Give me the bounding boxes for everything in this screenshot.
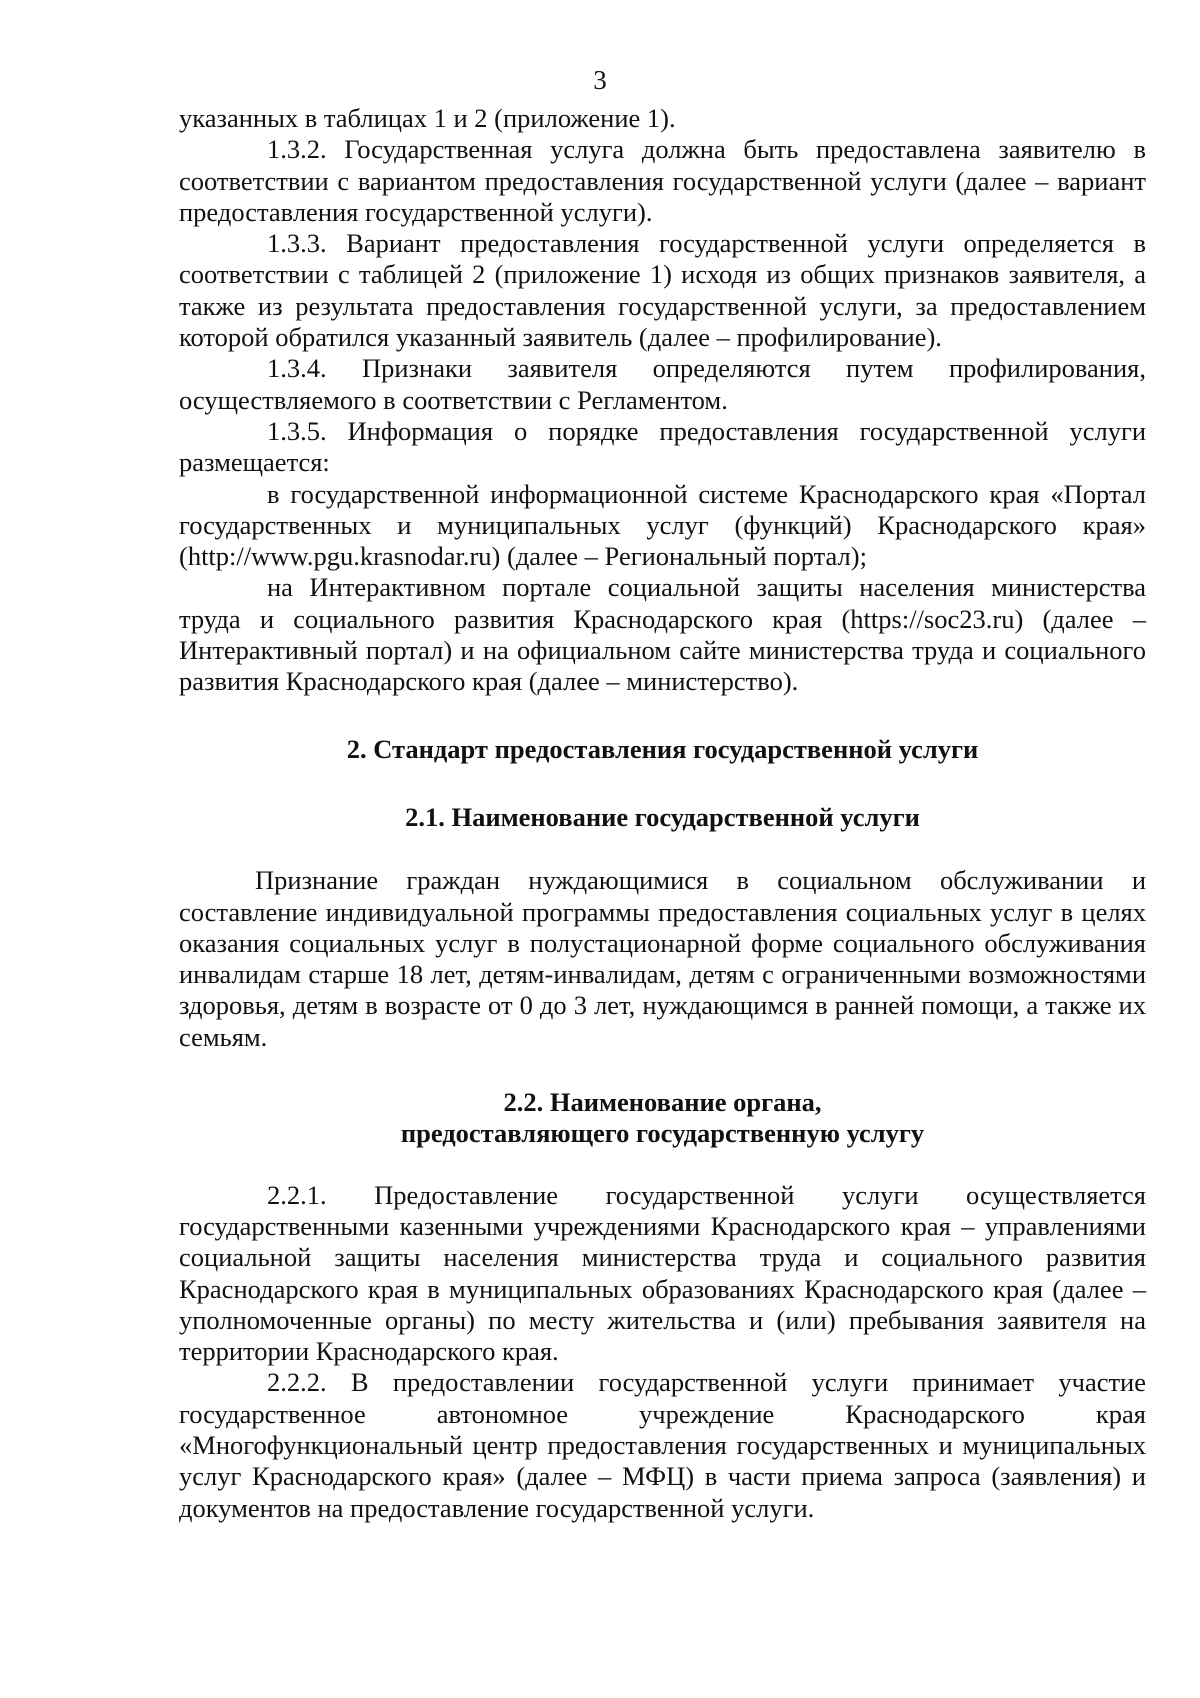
paragraph-1-3-5-interactive-portal: на Интерактивном портале социальной защиты населения министерства труда и социального развития Краснодарского края (https://soc23.ru) (далее – Интерактивный портал) и на официальном сайте министерства труда и социального развития Краснодарского края (далее – министерство). [179,572,1146,697]
document-body [179,103,1146,1524]
paragraph-1-3-5: 1.3.5. Информация о порядке предоставления государственной услуги размещается: [179,415,1146,478]
paragraph-1-3-2: 1.3.2. Государственная услуга должна быть предоставлена заявителю в соответствии с вариантом предоставления государственной услуги (далее – вариант предоставления государственной услуги). [179,134,1146,227]
paragraph-2-1: Признание граждан нуждающимися в социальном обслуживании и составление индивидуальной программы предоставления социальных услуг в целях оказания социальных услуг в полустационарной форме социального обслуживания инвалидам старше 18 лет, детям-инвалидам, детям с ограниченными возможностями здоровья, детям в возрасте от 0 до 3 лет, нуждающимся в ранней помощи, а также их семьям. [179,865,1146,1052]
paragraph-1-3-3: 1.3.3. Вариант предоставления государственной услуги определяется в соответствии с таблицей 2 (приложение 1) исходя из общих признаков заявителя, а также из результата предоставления государственной услуги, за предоставлением которой обратился указанный заявитель (далее – профилирование). [179,228,1146,353]
section-heading-2-1: 2.1. Наименование государственной услуги [405,801,920,832]
paragraph-2-2-2: 2.2.2. В предоставлении государственной услуги принимает участие государственное автономное учреждение Краснодарского края «Многофункциональный центр предоставления государственных и муниципальных услуг Краснодарского края» (далее – МФЦ) в части приема запроса (заявления) и документов на предоставление государственной услуги. [179,1367,1146,1523]
section-heading-2: 2. Стандарт предоставления государственной услуги [346,733,979,764]
paragraph-continuation: указанных в таблицах 1 и 2 (приложение 1). [179,103,676,133]
paragraph-1-3-4: 1.3.4. Признаки заявителя определяются путем профилирования, осуществляемого в соответствии с Регламентом. [179,353,1146,415]
paragraph-2-2-1: 2.2.1. Предоставление государственной услуги осуществляется государственными казенными учреждениями Краснодарского края – управлениями социальной защиты населения министерства труда и социального развития Краснодарского края в муниципальных образованиях Краснодарского края (далее – уполномоченные органы) по месту жительства и (или) пребывания заявителя на территории Краснодарского края. [179,1179,1146,1367]
section-heading-2-2-line1: 2.2. Наименование органа, [503,1087,822,1118]
page-number: 3 [593,65,607,95]
paragraph-1-3-5-regional-portal: в государственной информационной системе Краснодарского края «Портал государственных и муниципальных услуг (функций) Краснодарского края» (http://www.pgu.krasnodar.ru) (далее – Региональный портал); [179,478,1146,572]
section-heading-2-2-line2: предоставляющего государственную услугу [400,1118,925,1149]
